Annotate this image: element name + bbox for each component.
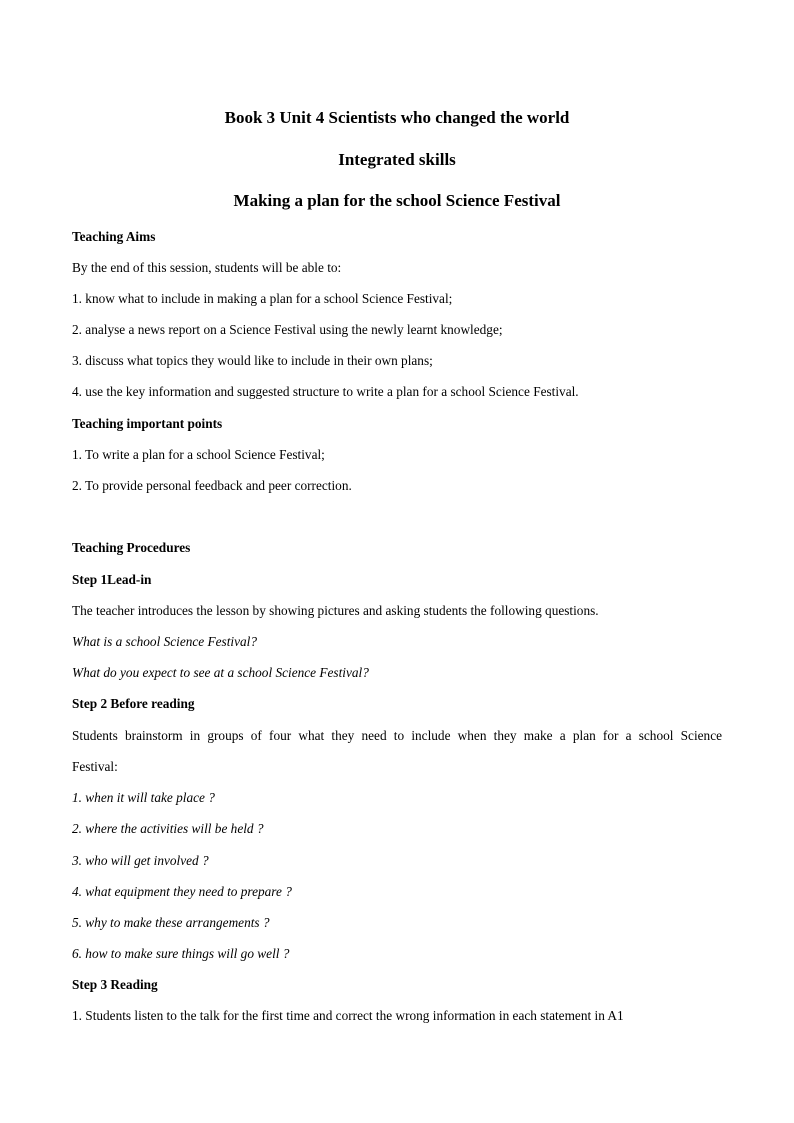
aim-item: 3. discuss what topics they would like to include in their own plans;	[72, 353, 433, 368]
aim-item: 4. use the key information and suggested structure to write a plan for a school Science Festival.	[72, 384, 579, 399]
teaching-aims-heading: Teaching Aims	[72, 229, 156, 244]
step1-question: What is a school Science Festival?	[72, 634, 258, 649]
step2-item: 6. how to make sure things will go well ?	[72, 946, 290, 961]
lesson-title: Making a plan for the school Science Festival	[233, 191, 561, 210]
important-point-item: 1. To write a plan for a school Science Festival;	[72, 447, 325, 462]
procedures-heading: Teaching Procedures	[72, 540, 191, 555]
aim-item: 1. know what to include in making a plan for a school Science Festival;	[72, 291, 453, 306]
step2-item: 3. who will get involved ?	[72, 853, 209, 868]
step2-text-line1: Students brainstorm in groups of four what they need to include when they make a plan for a school Science	[72, 728, 722, 743]
step1-text: The teacher introduces the lesson by showing pictures and asking students the following questions.	[72, 603, 599, 618]
step1-question: What do you expect to see at a school Science Festival?	[72, 665, 369, 680]
step1-heading: Step 1Lead-in	[72, 572, 152, 587]
step2-item: 1. when it will take place ?	[72, 790, 215, 805]
step2-item: 4. what equipment they need to prepare ?	[72, 884, 292, 899]
document-title: Book 3 Unit 4 Scientists who changed the world	[224, 108, 570, 127]
section-title: Integrated skills	[338, 150, 456, 169]
step2-item: 2. where the activities will be held ?	[72, 821, 264, 836]
important-points-heading: Teaching important points	[72, 416, 223, 431]
important-point-item: 2. To provide personal feedback and peer correction.	[72, 478, 352, 493]
step3-heading: Step 3 Reading	[72, 977, 158, 992]
aim-item: 2. analyse a news report on a Science Festival using the newly learnt knowledge;	[72, 322, 503, 337]
step3-text: 1. Students listen to the talk for the first time and correct the wrong information in each statement in A1	[72, 1008, 624, 1023]
step2-item: 5. why to make these arrangements ?	[72, 915, 270, 930]
step2-text-line2: Festival:	[72, 759, 118, 774]
step2-heading: Step 2 Before reading	[72, 696, 195, 711]
teaching-aims-intro: By the end of this session, students will be able to:	[72, 260, 342, 275]
